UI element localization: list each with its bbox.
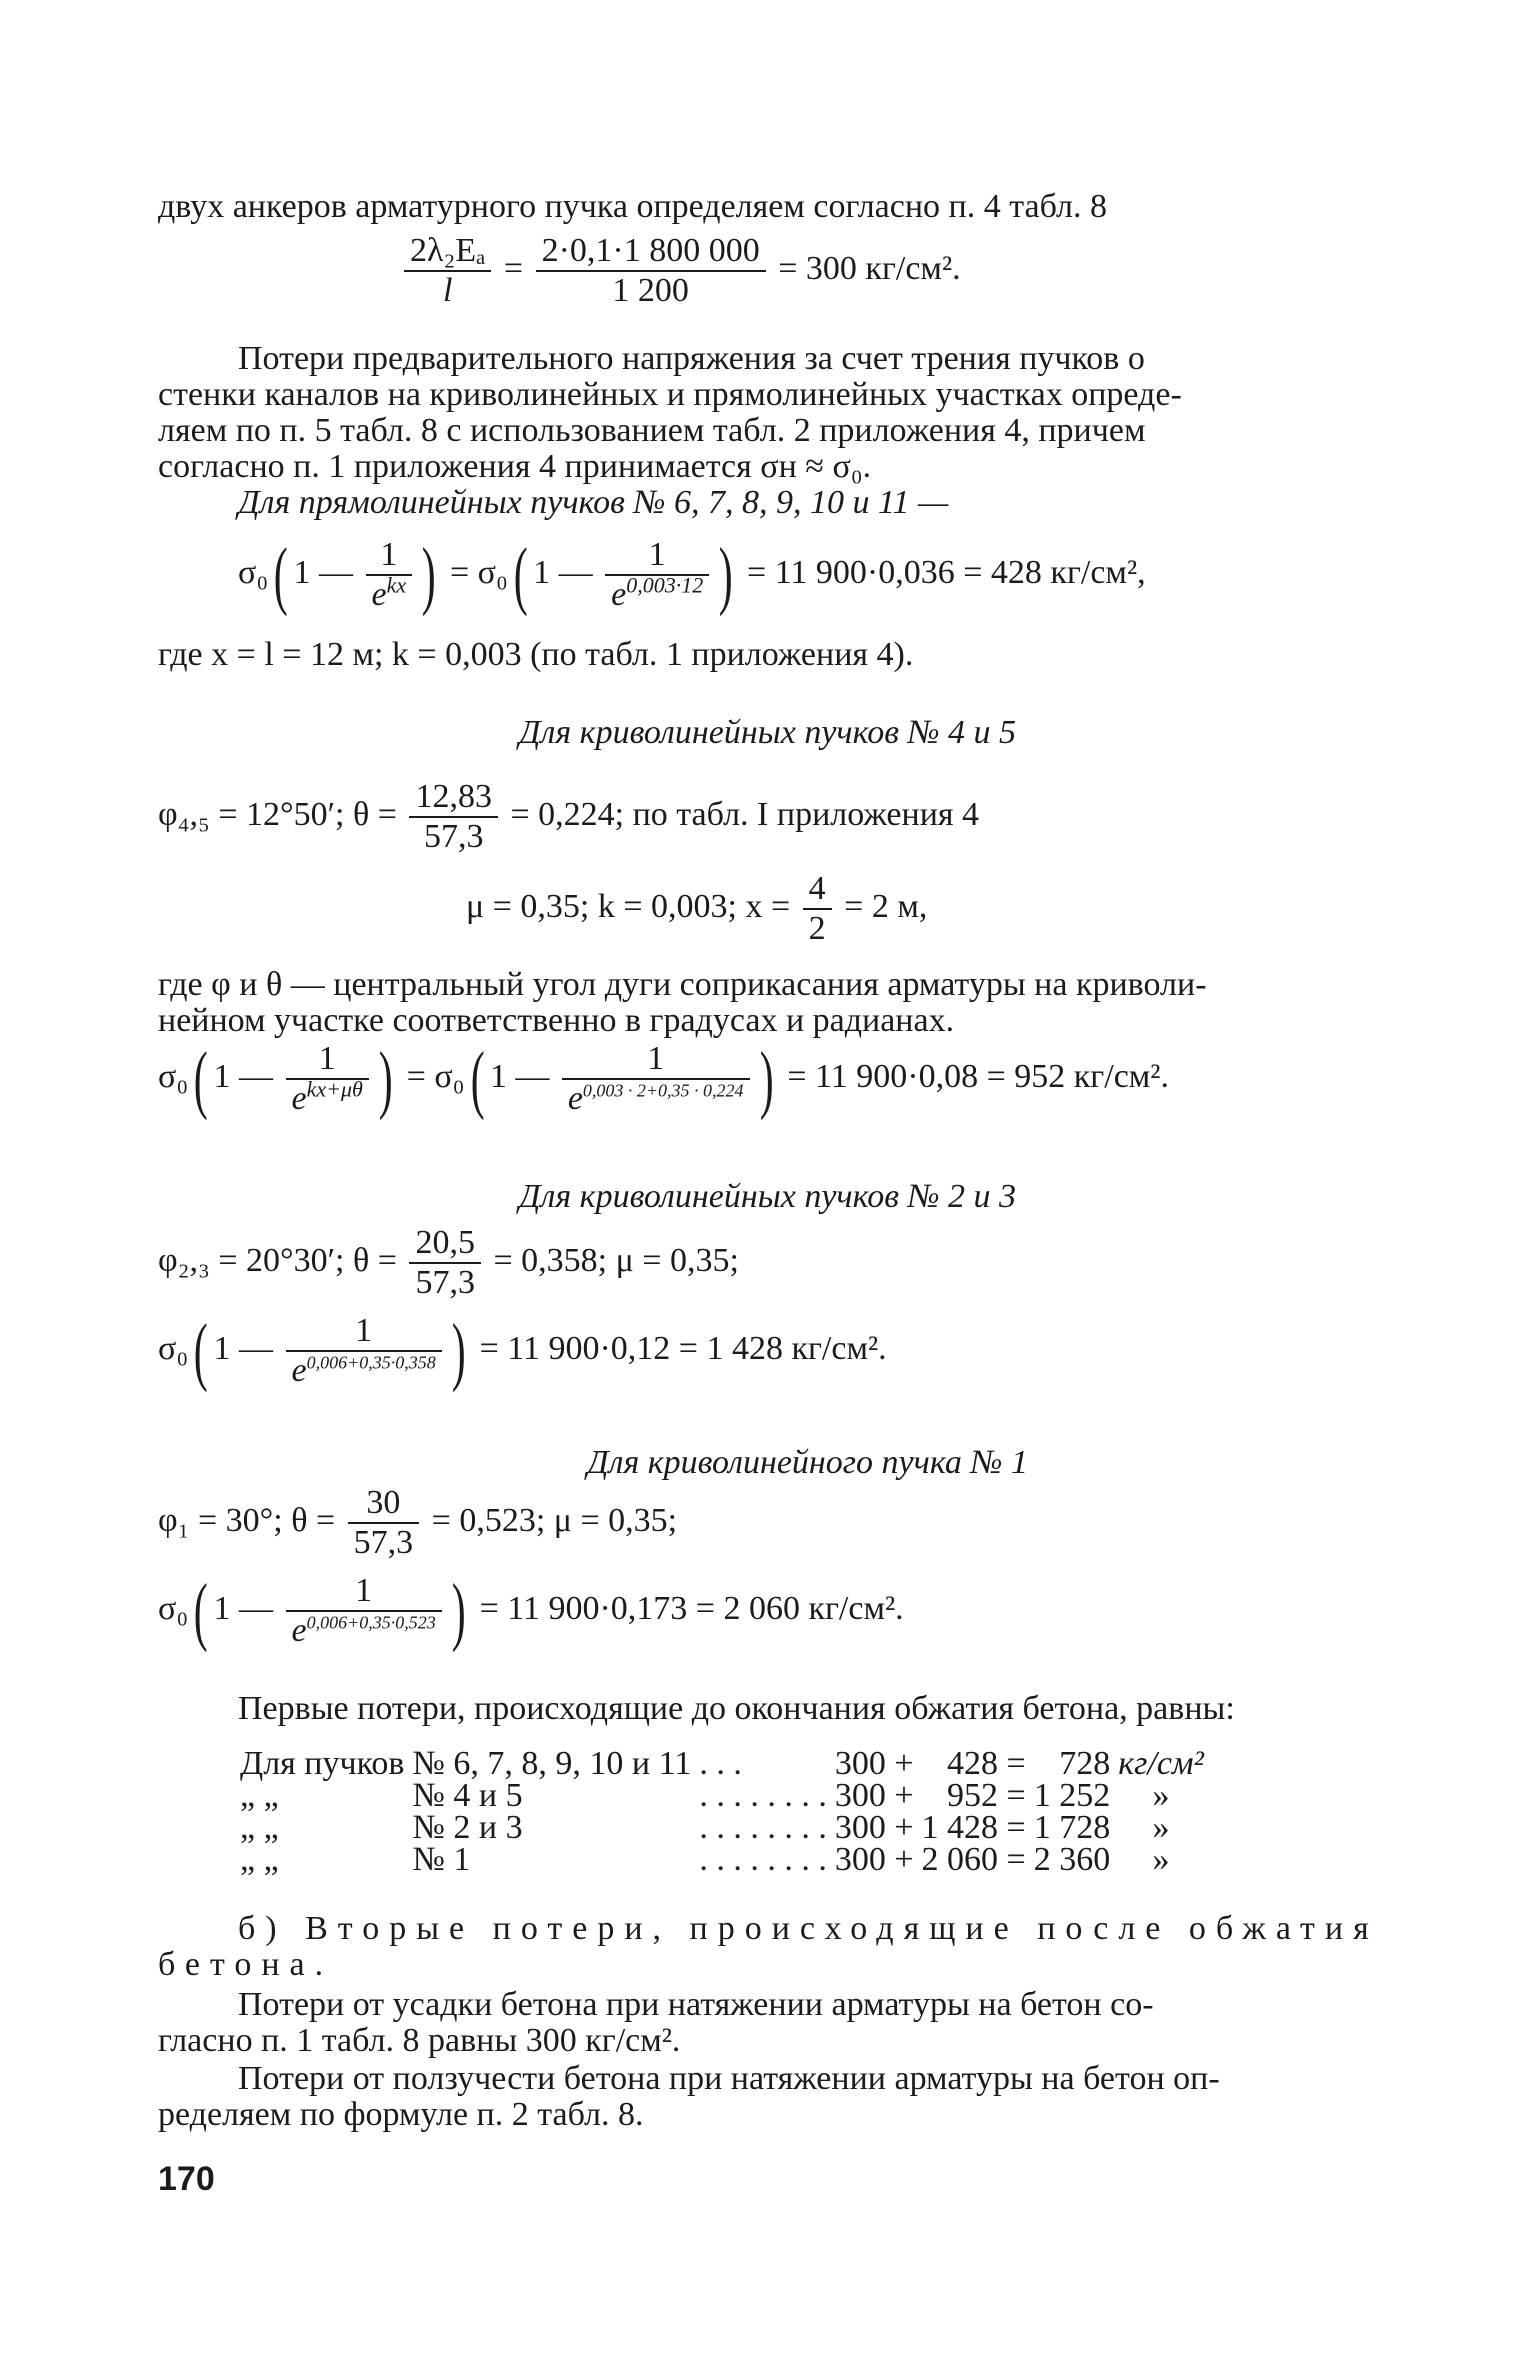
sigma-symbol: σ₀	[158, 1329, 189, 1367]
heading-curved-1: Для криволинейного пучка № 1	[587, 1444, 1028, 1481]
table-row	[236, 1780, 1208, 1812]
fraction	[562, 1040, 750, 1118]
table-cell: »	[1152, 1777, 1170, 1814]
denominator: 2	[808, 910, 826, 947]
paren: (	[193, 1309, 208, 1393]
numerator: 30	[348, 1484, 420, 1524]
exp-base: e	[291, 1612, 307, 1649]
table-cell: . . . . . . . .	[699, 1841, 827, 1878]
text-line: где φ и θ — центральный угол дуги соприкасания арматуры на криволи-	[158, 966, 1207, 1003]
exponent: 0,003·12	[626, 572, 704, 598]
table-cell: . . . . . . . .	[699, 1809, 827, 1846]
fraction	[803, 870, 832, 948]
exp-base: e	[567, 1080, 583, 1117]
denominator	[562, 1080, 750, 1118]
table-cell: 300 +	[834, 1777, 914, 1814]
denominator	[366, 572, 413, 614]
exp-base: e	[291, 1352, 307, 1389]
table-cell: 300 +	[834, 1745, 914, 1782]
term: 1 —	[533, 553, 593, 591]
paren: )	[451, 1309, 466, 1393]
table-cell: № 6, 7, 8, 9, 10 и 11	[412, 1745, 692, 1782]
paren: (	[513, 533, 528, 617]
first-losses-table	[236, 1745, 1208, 1878]
exponent: kx	[386, 572, 407, 598]
numerator: 2λ₂Eₐ	[404, 232, 491, 272]
text-line: согласно п. 1 приложения 4 принимается σн ≈ σ₀.	[158, 448, 872, 485]
paren: (	[193, 1569, 208, 1653]
text-line: гласно п. 1 табл. 8 равны 300 кг/см².	[158, 2022, 681, 2059]
formula-result: = 300 кг/см².	[778, 249, 961, 287]
table-cell: 2 360	[1033, 1841, 1111, 1878]
formula-anchor-tension-loss	[400, 232, 961, 310]
exp-base: e	[291, 1080, 307, 1117]
first-losses-text: Первые потери, происходящие до окончания обжатия бетона, равны:	[238, 1690, 1235, 1727]
numerator: 1	[366, 536, 413, 576]
formula-params-4-5	[466, 870, 927, 948]
paren: (	[273, 533, 288, 617]
table-cell: 1 252	[1033, 1777, 1111, 1814]
section-heading-line: б) Вторые потери, происходящие после обжатия	[238, 1910, 1379, 1947]
denominator: 57,3	[415, 1264, 475, 1301]
paren: (	[470, 1037, 485, 1121]
term: = σ₀	[406, 1057, 465, 1095]
denominator: 57,3	[423, 818, 484, 855]
text-line: Потери от усадки бетона при натяжении арматуры на бетон со-	[238, 1986, 1154, 2023]
sigma-symbol: σ₀	[158, 1057, 189, 1095]
exponent: 0,006+0,35·0,358	[306, 1352, 436, 1373]
table-cell: № 2 и 3	[412, 1809, 523, 1846]
term: 1 —	[213, 1589, 273, 1627]
term: φ₄,₅ = 12°50′; θ =	[158, 795, 397, 833]
fraction	[409, 1224, 481, 1302]
numerator: 20,5	[409, 1224, 481, 1264]
table-cell: № 4 и 5	[412, 1777, 523, 1814]
fraction	[536, 232, 766, 310]
formula-angle-4-5	[158, 778, 979, 856]
fraction	[409, 778, 498, 856]
denominator	[286, 1352, 442, 1390]
text-line: Потери от ползучести бетона при натяжении арматуры на бетон оп-	[238, 2060, 1220, 2097]
exponent: 0,006+0,35·0,523	[306, 1612, 436, 1633]
term: = 0,358; μ = 0,35;	[493, 1241, 739, 1279]
numerator: 2·0,1·1 800 000	[536, 232, 766, 272]
numerator: 1	[286, 1572, 442, 1612]
exponent: 0,003 · 2+0,35 · 0,224	[582, 1080, 744, 1101]
table-cell: 2 060 =	[921, 1841, 1026, 1878]
fraction	[605, 536, 709, 614]
fraction	[286, 1572, 442, 1650]
text-line: стенки каналов на криволинейных и прямолинейных участках опреде-	[158, 376, 1182, 413]
term: = σ₀	[449, 553, 508, 591]
term: 1 —	[213, 1329, 273, 1367]
table-cell: 728	[1059, 1745, 1111, 1782]
table-cell: 300 +	[834, 1841, 914, 1878]
table-cell: „ „	[240, 1809, 279, 1846]
formula-angle-2-3	[158, 1224, 739, 1302]
denominator	[286, 1076, 369, 1118]
text-line: ределяем по формуле п. 2 табл. 8.	[158, 2096, 644, 2133]
page-number: 170	[158, 2160, 215, 2198]
numerator: 12,83	[409, 778, 498, 818]
term: = 0,523; μ = 0,35;	[431, 1501, 678, 1539]
where-clause: где x = l = 12 м; k = 0,003 (по табл. 1 приложения 4).	[158, 636, 914, 673]
term: μ = 0,35; k = 0,003; x =	[466, 887, 791, 925]
table-cell: 952 =	[947, 1777, 1026, 1814]
sigma-symbol: σ₀	[238, 553, 269, 591]
term: 1 —	[213, 1057, 273, 1095]
numerator: 1	[286, 1040, 369, 1080]
term: φ₂,₃ = 20°30′; θ =	[158, 1241, 397, 1279]
denominator: 57,3	[353, 1524, 414, 1561]
table-cell: »	[1152, 1809, 1170, 1846]
table-cell: . . .	[699, 1745, 742, 1782]
fraction	[348, 1484, 420, 1562]
formula-result: = 11 900·0,173 = 2 060 кг/см².	[479, 1589, 904, 1627]
term: φ₁ = 30°; θ =	[158, 1501, 336, 1539]
heading-curved-2-3: Для криволинейных пучков № 2 и 3	[518, 1178, 1017, 1215]
paren: )	[718, 533, 733, 617]
table-cell: 300 +	[834, 1809, 914, 1846]
table-cell: кг/см²	[1118, 1745, 1204, 1782]
formula-angle-1	[158, 1484, 677, 1562]
numerator: 1	[286, 1312, 442, 1352]
fraction	[286, 1312, 442, 1390]
formula-result: = 11 900·0,12 = 1 428 кг/см².	[479, 1329, 887, 1367]
table-cell: . . . . . . . .	[699, 1777, 827, 1814]
denominator	[286, 1612, 442, 1650]
table-cell: „ „	[240, 1841, 279, 1878]
numerator: 1	[605, 536, 709, 576]
formula-result: = 11 900·0,08 = 952 кг/см².	[787, 1057, 1169, 1095]
text-line: нейном участке соответственно в градусах и радианах.	[158, 1002, 955, 1039]
equals-sign: =	[503, 249, 524, 287]
table-cell: 1 428 =	[921, 1809, 1026, 1846]
text-line: Потери предварительного напряжения за счет трения пучков о	[238, 340, 1145, 377]
exp-base: e	[611, 576, 627, 613]
formula-curved-1	[158, 1569, 904, 1653]
fraction	[404, 232, 491, 310]
formula-curved-4-5	[158, 1037, 1169, 1121]
text-line: ляем по п. 5 табл. 8 с использованием табл. 2 приложения 4, причем	[158, 412, 1146, 449]
sigma-symbol: σ₀	[158, 1589, 189, 1627]
term: 1 —	[489, 1057, 550, 1095]
fraction	[286, 1040, 369, 1118]
table-row	[236, 1812, 1208, 1844]
heading-curved-4-5: Для криволинейных пучков № 4 и 5	[518, 714, 1017, 751]
numerator: 1	[562, 1040, 750, 1080]
table-cell: № 1	[412, 1841, 471, 1878]
section-heading-line: бетона.	[158, 1946, 334, 1983]
paren: )	[451, 1569, 466, 1653]
table-row	[236, 1748, 1208, 1780]
table-cell: Для пучков	[240, 1745, 405, 1782]
formula-straight-bundles	[238, 533, 1146, 617]
exponent: kx+μθ	[306, 1076, 363, 1102]
denominator: l	[442, 272, 453, 309]
table-cell: 1 728	[1033, 1809, 1111, 1846]
paren: (	[193, 1037, 208, 1121]
denominator: 1 200	[612, 272, 689, 309]
paren: )	[421, 533, 436, 617]
term: 1 —	[293, 553, 353, 591]
numerator: 4	[803, 870, 832, 910]
paren: )	[378, 1037, 393, 1121]
paren: )	[759, 1037, 774, 1121]
text-line: двух анкеров арматурного пучка определяем согласно п. 4 табл. 8	[158, 188, 1108, 225]
term: = 0,224; по табл. I приложения 4	[510, 795, 980, 833]
table-row	[236, 1844, 1208, 1876]
term: = 2 м,	[844, 887, 928, 925]
table-cell: »	[1152, 1841, 1170, 1878]
formula-curved-2-3	[158, 1309, 887, 1393]
table-cell: „ „	[240, 1777, 279, 1814]
denominator	[605, 572, 709, 614]
heading-straight-bundles: Для прямолинейных пучков № 6, 7, 8, 9, 10 и 11 —	[238, 484, 949, 521]
exp-base: e	[371, 576, 387, 613]
fraction	[366, 536, 413, 614]
formula-result: = 11 900·0,036 = 428 кг/см²,	[747, 553, 1146, 591]
table-cell: 428 =	[947, 1745, 1026, 1782]
